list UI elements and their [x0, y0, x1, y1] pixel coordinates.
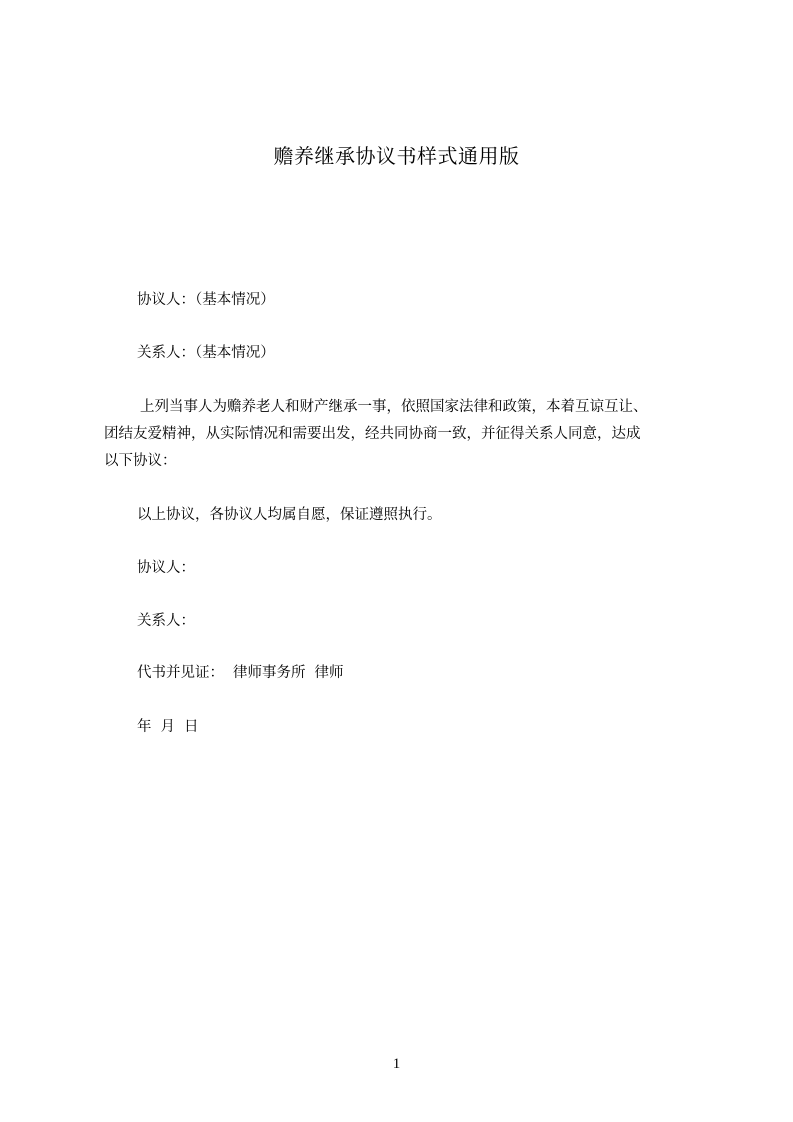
closing-statement: 以上协议，各协议人均属自愿，保证遵照执行。 — [137, 507, 442, 523]
party2-label: 关系人： — [137, 345, 195, 361]
date-line — [137, 716, 199, 738]
intro-line-1: 上列当事人为赡养老人和财产继承一事，依照国家法律和政策，本着互谅互让、 — [140, 399, 648, 415]
party1-line — [137, 289, 275, 311]
date-day: 日 — [184, 719, 199, 735]
signature-party1: 协议人： — [137, 560, 195, 576]
party1-value: （基本情况） — [195, 292, 275, 308]
witness-line — [137, 662, 344, 684]
intro-paragraph — [104, 394, 704, 475]
witness-label: 代书并见证： — [137, 665, 224, 681]
document-title: 赡养继承协议书样式通用版 — [273, 144, 520, 168]
witness-role: 律师 — [314, 665, 344, 681]
page-number: 1 — [392, 1056, 401, 1072]
party1-label: 协议人： — [137, 292, 195, 308]
signature-party2: 关系人： — [137, 613, 195, 629]
party2-value: （基本情况） — [195, 345, 275, 361]
intro-line-3: 以下协议： — [104, 453, 177, 469]
date-month: 月 — [160, 719, 175, 735]
party2-line — [137, 342, 275, 364]
witness-firm: 律师事务所 — [233, 665, 306, 681]
intro-line-2: 团结友爱精神，从实际情况和需要出发，经共同协商一致，并征得关系人同意，达成 — [104, 426, 641, 442]
date-year: 年 — [137, 719, 152, 735]
